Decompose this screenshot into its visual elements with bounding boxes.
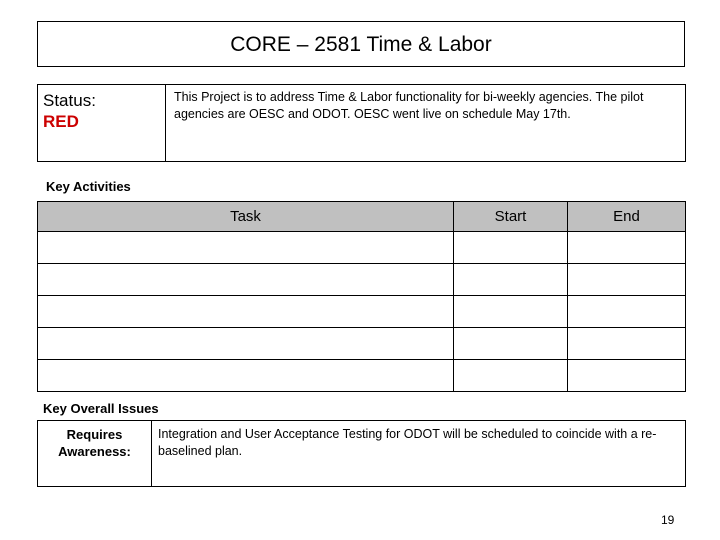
column-header-task: Task [38,202,454,232]
end-cell [568,328,686,360]
task-cell [38,232,454,264]
table-header-row [38,202,686,232]
key-activities-table [37,201,686,392]
issues-box [37,420,686,487]
status-label: Status: [43,91,96,110]
end-cell [568,360,686,392]
issue-label-line1: Requires [66,427,123,442]
start-cell [454,264,568,296]
end-cell [568,232,686,264]
issues-divider [151,421,152,486]
task-cell [38,328,454,360]
table-row [38,264,686,296]
end-cell [568,296,686,328]
table-row [38,296,686,328]
title-box [37,21,685,67]
start-cell [454,360,568,392]
column-header-end: End [568,202,686,232]
start-cell [454,232,568,264]
key-activities-heading: Key Activities [46,179,131,194]
page-number: 19 [661,513,675,527]
start-cell [454,296,568,328]
end-cell [568,264,686,296]
slide-title: CORE – 2581 Time & Labor [230,33,492,56]
column-header-start: Start [454,202,568,232]
task-cell [38,296,454,328]
project-description: This Project is to address Time & Labor functionality for bi-weekly agencies. The pilot agencies are OESC and ODOT. OESC went live on schedule May 17th. [174,90,644,121]
status-value: RED [43,112,79,131]
task-cell [38,360,454,392]
table-row [38,360,686,392]
issue-label-line2: Awareness: [58,444,131,459]
issue-category-label [38,426,151,460]
start-cell [454,328,568,360]
status-divider [165,85,166,161]
status-box [37,84,686,162]
issue-description: Integration and User Acceptance Testing for ODOT will be scheduled to coincide with a re-baselined plan. [158,427,657,458]
task-cell [38,264,454,296]
key-issues-heading: Key Overall Issues [43,401,159,416]
table-row [38,328,686,360]
table-row [38,232,686,264]
